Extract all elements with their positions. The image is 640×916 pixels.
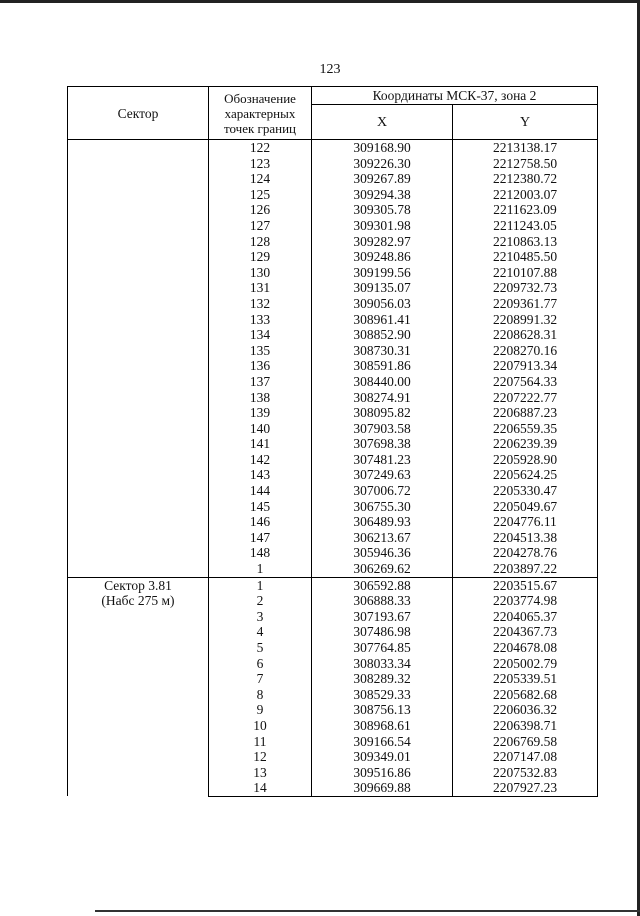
x-coordinate-cell: 305946.36 — [312, 545, 453, 561]
x-coordinate-cell: 308440.00 — [312, 374, 453, 390]
y-coordinate-cell: 2208991.32 — [453, 312, 598, 328]
y-coordinate-cell: 2208628.31 — [453, 327, 598, 343]
y-coordinate-cell: 2204367.73 — [453, 624, 598, 640]
point-number-cell: 126 — [209, 202, 312, 218]
x-coordinate-cell: 308033.34 — [312, 656, 453, 672]
point-number-cell: 129 — [209, 249, 312, 265]
scan-edge-bottom — [95, 910, 640, 912]
sector-label-line: Сектор 3.81 — [104, 577, 172, 593]
y-coordinate-cell: 2204776.11 — [453, 514, 598, 530]
y-coordinate-cell: 2206887.23 — [453, 405, 598, 421]
x-coordinate-cell: 308289.32 — [312, 671, 453, 687]
x-coordinate-cell: 309248.86 — [312, 249, 453, 265]
x-coordinate-cell: 308730.31 — [312, 343, 453, 359]
y-coordinate-cell: 2207913.34 — [453, 358, 598, 374]
point-number-cell: 137 — [209, 374, 312, 390]
table-header — [68, 87, 598, 140]
y-coordinate-cell: 2213138.17 — [453, 140, 598, 156]
point-number-cell: 142 — [209, 452, 312, 468]
y-coordinate-cell: 2203774.98 — [453, 593, 598, 609]
y-coordinate-cell: 2210485.50 — [453, 249, 598, 265]
sector-cell — [68, 140, 209, 578]
x-coordinate-cell: 309168.90 — [312, 140, 453, 156]
point-number-cell: 2 — [209, 593, 312, 609]
x-coordinate-cell: 308852.90 — [312, 327, 453, 343]
point-number-cell: 134 — [209, 327, 312, 343]
point-number-cell: 1 — [209, 577, 312, 593]
point-number-cell: 127 — [209, 218, 312, 234]
point-number-cell: 8 — [209, 687, 312, 703]
coordinates-table — [67, 86, 598, 797]
y-coordinate-cell: 2205339.51 — [453, 671, 598, 687]
point-number-cell: 144 — [209, 483, 312, 499]
y-coordinate-cell: 2206239.39 — [453, 436, 598, 452]
x-coordinate-cell: 309226.30 — [312, 156, 453, 172]
x-coordinate-cell: 307698.38 — [312, 436, 453, 452]
point-number-cell: 124 — [209, 171, 312, 187]
y-coordinate-cell: 2206036.32 — [453, 702, 598, 718]
point-header-line-3: точек границ — [223, 120, 297, 136]
point-number-cell: 9 — [209, 702, 312, 718]
x-coordinate-cell: 307481.23 — [312, 452, 453, 468]
x-column-header: X — [312, 105, 453, 140]
y-coordinate-cell: 2205330.47 — [453, 483, 598, 499]
point-number-cell: 145 — [209, 499, 312, 515]
point-number-cell: 3 — [209, 609, 312, 625]
x-coordinate-cell: 306269.62 — [312, 561, 453, 577]
point-number-cell: 10 — [209, 718, 312, 734]
point-number-cell: 133 — [209, 312, 312, 328]
x-coordinate-cell: 307006.72 — [312, 483, 453, 499]
x-coordinate-cell: 309294.38 — [312, 187, 453, 203]
y-coordinate-cell: 2208270.16 — [453, 343, 598, 359]
point-number-cell: 11 — [209, 734, 312, 750]
x-coordinate-cell: 308274.91 — [312, 390, 453, 406]
point-number-cell: 13 — [209, 765, 312, 781]
point-number-cell: 128 — [209, 234, 312, 250]
point-header-line-1: Обозначение — [224, 90, 296, 106]
y-coordinate-cell: 2209361.77 — [453, 296, 598, 312]
point-number-cell: 122 — [209, 140, 312, 156]
x-coordinate-cell: 308968.61 — [312, 718, 453, 734]
point-number-cell: 14 — [209, 780, 312, 796]
y-coordinate-cell: 2212758.50 — [453, 156, 598, 172]
y-coordinate-cell: 2206398.71 — [453, 718, 598, 734]
x-coordinate-cell: 309282.97 — [312, 234, 453, 250]
x-coordinate-cell: 309135.07 — [312, 280, 453, 296]
point-number-cell: 7 — [209, 671, 312, 687]
point-number-cell: 12 — [209, 749, 312, 765]
point-number-cell: 139 — [209, 405, 312, 421]
x-coordinate-cell: 306755.30 — [312, 499, 453, 515]
y-coordinate-cell: 2206769.58 — [453, 734, 598, 750]
page-number: 123 — [319, 62, 341, 77]
x-coordinate-cell: 307764.85 — [312, 640, 453, 656]
y-coordinate-cell: 2205049.67 — [453, 499, 598, 515]
x-coordinate-cell: 309267.89 — [312, 171, 453, 187]
y-coordinate-cell: 2204278.76 — [453, 545, 598, 561]
x-coordinate-cell: 309349.01 — [312, 749, 453, 765]
y-coordinate-cell: 2205624.25 — [453, 467, 598, 483]
x-coordinate-cell: 309056.03 — [312, 296, 453, 312]
x-coordinate-cell: 308591.86 — [312, 358, 453, 374]
point-number-cell: 131 — [209, 280, 312, 296]
y-coordinate-cell: 2204513.38 — [453, 530, 598, 546]
x-coordinate-cell: 309305.78 — [312, 202, 453, 218]
x-coordinate-cell: 308529.33 — [312, 687, 453, 703]
table-body — [68, 140, 598, 797]
point-number-cell: 130 — [209, 265, 312, 281]
point-number-cell: 132 — [209, 296, 312, 312]
point-number-cell: 146 — [209, 514, 312, 530]
y-column-header: Y — [453, 105, 598, 140]
table-row — [68, 140, 598, 156]
y-coordinate-cell: 2209732.73 — [453, 280, 598, 296]
sector-column-header: Сектор — [68, 87, 209, 140]
y-coordinate-cell: 2204678.08 — [453, 640, 598, 656]
point-number-cell: 138 — [209, 390, 312, 406]
point-number-cell: 1 — [209, 561, 312, 577]
point-number-cell: 125 — [209, 187, 312, 203]
x-coordinate-cell: 309516.86 — [312, 765, 453, 781]
point-number-cell: 5 — [209, 640, 312, 656]
point-number-cell: 148 — [209, 545, 312, 561]
x-coordinate-cell: 308095.82 — [312, 405, 453, 421]
point-number-cell: 143 — [209, 467, 312, 483]
y-coordinate-cell: 2210863.13 — [453, 234, 598, 250]
x-coordinate-cell: 306489.93 — [312, 514, 453, 530]
table-row — [68, 577, 598, 593]
point-number-cell: 4 — [209, 624, 312, 640]
y-coordinate-cell: 2203897.22 — [453, 561, 598, 577]
sector-cell — [68, 577, 209, 796]
scan-edge-top — [0, 0, 640, 3]
x-coordinate-cell: 309669.88 — [312, 780, 453, 796]
point-header-line-2: характерных — [224, 105, 296, 121]
y-coordinate-cell: 2206559.35 — [453, 421, 598, 437]
y-coordinate-cell: 2207532.83 — [453, 765, 598, 781]
y-coordinate-cell: 2205682.68 — [453, 687, 598, 703]
coordinates-group-header: Координаты МСК-37, зона 2 — [312, 87, 598, 105]
point-number-cell: 136 — [209, 358, 312, 374]
y-coordinate-cell: 2207147.08 — [453, 749, 598, 765]
point-number-cell: 147 — [209, 530, 312, 546]
x-coordinate-cell: 306888.33 — [312, 593, 453, 609]
y-coordinate-cell: 2205002.79 — [453, 656, 598, 672]
y-coordinate-cell: 2212380.72 — [453, 171, 598, 187]
y-coordinate-cell: 2212003.07 — [453, 187, 598, 203]
y-coordinate-cell: 2210107.88 — [453, 265, 598, 281]
x-coordinate-cell: 307249.63 — [312, 467, 453, 483]
sector-label-line: (Набс 275 м) — [101, 593, 175, 609]
x-coordinate-cell: 308756.13 — [312, 702, 453, 718]
point-number-cell: 140 — [209, 421, 312, 437]
y-coordinate-cell: 2207564.33 — [453, 374, 598, 390]
point-designation-header — [209, 87, 312, 140]
x-coordinate-cell: 308961.41 — [312, 312, 453, 328]
y-coordinate-cell: 2203515.67 — [453, 577, 598, 593]
point-number-cell: 123 — [209, 156, 312, 172]
y-coordinate-cell: 2211243.05 — [453, 218, 598, 234]
y-coordinate-cell: 2211623.09 — [453, 202, 598, 218]
x-coordinate-cell: 306592.88 — [312, 577, 453, 593]
y-coordinate-cell: 2207927.23 — [453, 780, 598, 796]
point-number-cell: 135 — [209, 343, 312, 359]
x-coordinate-cell: 306213.67 — [312, 530, 453, 546]
x-coordinate-cell: 309199.56 — [312, 265, 453, 281]
y-coordinate-cell: 2205928.90 — [453, 452, 598, 468]
y-coordinate-cell: 2207222.77 — [453, 390, 598, 406]
y-coordinate-cell: 2204065.37 — [453, 609, 598, 625]
x-coordinate-cell: 309301.98 — [312, 218, 453, 234]
x-coordinate-cell: 307193.67 — [312, 609, 453, 625]
x-coordinate-cell: 309166.54 — [312, 734, 453, 750]
x-coordinate-cell: 307486.98 — [312, 624, 453, 640]
x-coordinate-cell: 307903.58 — [312, 421, 453, 437]
point-number-cell: 6 — [209, 656, 312, 672]
point-number-cell: 141 — [209, 436, 312, 452]
